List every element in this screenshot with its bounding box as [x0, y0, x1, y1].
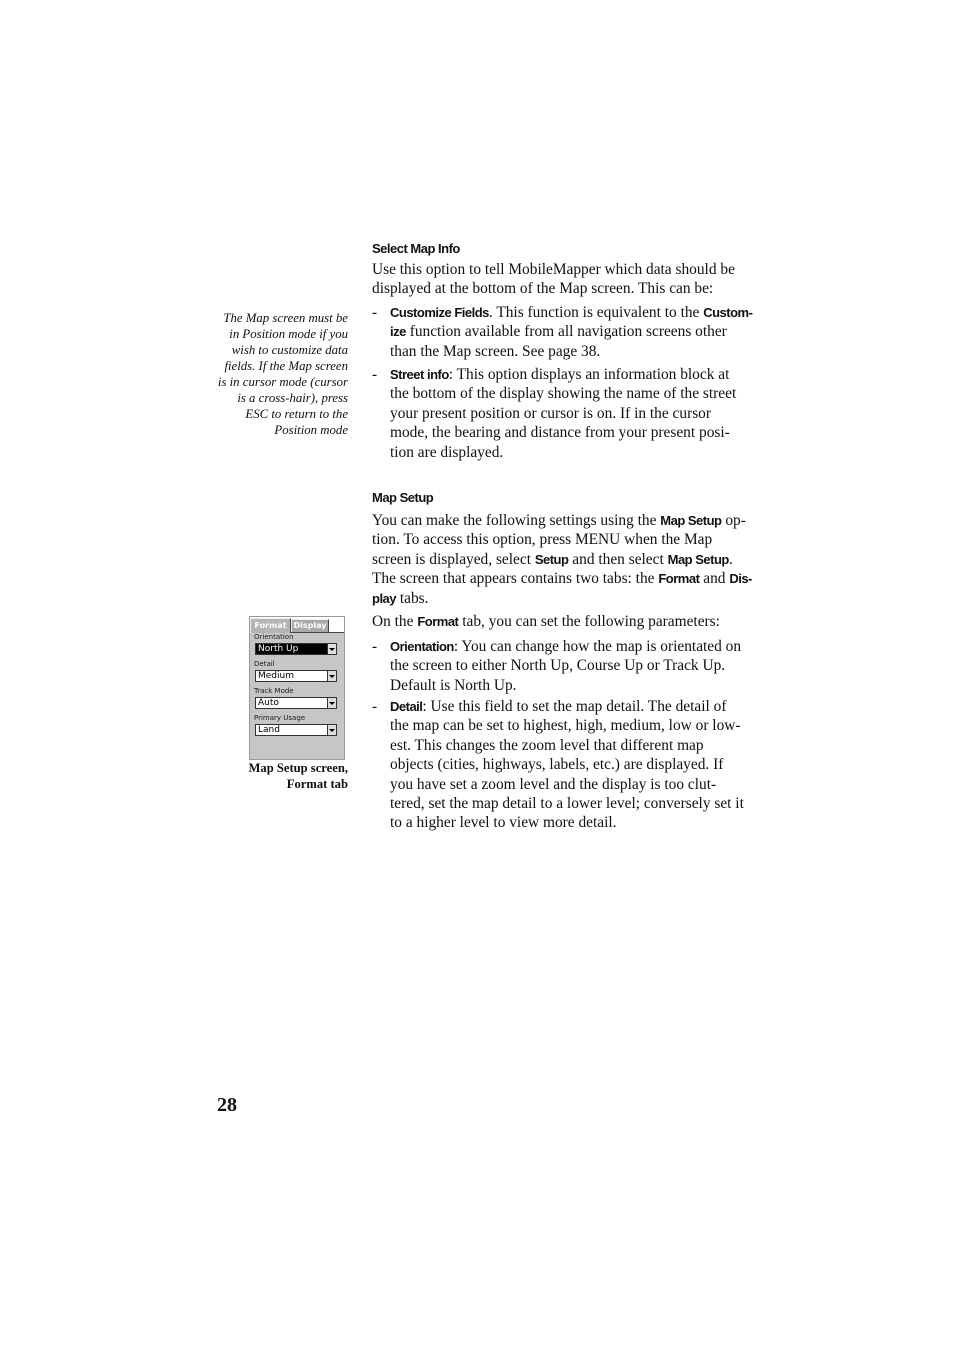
body-line: displayed at the bottom of the Map screen. This can be:: [372, 280, 714, 298]
dropdown-value: Auto: [258, 698, 279, 708]
chevron-down-icon: [329, 702, 335, 705]
body-line: [390, 697, 762, 716]
dropdown-button: [327, 698, 336, 708]
list-item-customize-fields: [372, 303, 762, 361]
body-line: you have set a zoom level and the display is too clut-: [390, 775, 717, 793]
keyword: Format: [658, 571, 700, 587]
body-line: tered, set the map detail to a lower level; conversely set it: [390, 795, 744, 813]
field-label-primary-usage: Primary Usage: [254, 714, 306, 722]
note-line: The Map screen must be: [223, 311, 348, 325]
tab-format: Format: [250, 618, 291, 633]
keyword: Detail: [390, 699, 423, 714]
body-line: Default is North Up.: [390, 676, 517, 694]
body-line: est. This changes the zoom level that different map: [390, 736, 704, 754]
chevron-down-icon: [329, 648, 335, 651]
body-text: tab, you can set the following parameters:: [458, 613, 720, 630]
body-line: [390, 322, 762, 341]
body-line: [372, 550, 762, 569]
body-line: to a higher level to view more detail.: [390, 814, 617, 832]
map-setup-intro: [372, 511, 762, 608]
list-item-orientation: [372, 637, 762, 695]
keyword: ize: [390, 324, 406, 340]
dropdown-value: Medium: [258, 671, 294, 681]
body-line: the screen to either North Up, Course Up or Track Up.: [390, 657, 726, 675]
body-line: the bottom of the display showing the name of the street: [390, 385, 737, 403]
list-item-text: [390, 365, 762, 462]
note-line: Position mode: [274, 423, 348, 437]
tab-divider: [291, 632, 344, 633]
dropdown-button: [327, 725, 336, 735]
note-line: wish to customize data: [231, 343, 348, 357]
dropdown-button: [327, 644, 336, 654]
orientation-dropdown: [255, 643, 337, 655]
track-mode-dropdown: [255, 697, 337, 709]
body-text: : You can change how the map is orientated on: [453, 638, 742, 655]
body-line: tion. To access this option, press MENU when the Map: [372, 531, 713, 549]
note-line: fields. If the Map screen: [224, 359, 348, 373]
list-item-text: [390, 697, 762, 833]
body-line: [372, 612, 762, 631]
body-line: your present position or cursor is on. If in the cursor: [390, 404, 712, 422]
field-label-detail: Detail: [254, 660, 275, 668]
section-heading-map-setup: Map Setup: [372, 490, 434, 505]
body-line: [390, 637, 762, 656]
bullet-dash: -: [372, 366, 378, 383]
body-text: The screen that appears contains two tabs: the: [372, 570, 659, 588]
keyword: Customize Fields: [390, 305, 489, 320]
bullet-dash: -: [372, 698, 378, 715]
keyword: Map Setup: [667, 551, 729, 567]
format-tab-intro: [372, 612, 762, 631]
note-line: is a cross-hair), press: [237, 391, 348, 405]
list-item-detail: [372, 697, 762, 833]
page-number: 28: [217, 1094, 237, 1116]
body-line: mode, the bearing and distance from your present posi-: [390, 424, 730, 442]
chevron-down-icon: [329, 729, 335, 732]
list-item-text: [390, 303, 762, 361]
section-heading-select-map-info: Select Map Info: [372, 241, 460, 256]
chevron-down-icon: [329, 675, 335, 678]
detail-dropdown: [255, 670, 337, 682]
dropdown-value: North Up: [258, 644, 299, 654]
body-text: .: [728, 550, 733, 568]
body-text: op-: [721, 512, 746, 529]
tab-display: Display: [291, 619, 329, 632]
body-text: : This option displays an information block at: [448, 366, 730, 383]
body-text: : Use this field to set the map detail. The detail of: [422, 698, 727, 715]
field-label-track-mode: Track Mode: [254, 687, 294, 695]
body-line: than the Map screen. See page 38.: [390, 342, 601, 360]
body-line: [372, 511, 762, 530]
dropdown-button: [327, 671, 336, 681]
body-text: On the: [372, 613, 418, 630]
body-line: [372, 589, 762, 608]
keyword: Format: [417, 614, 459, 629]
caption-line: Format tab: [286, 777, 348, 791]
body-text: tabs.: [396, 589, 429, 607]
map-setup-screenshot: [249, 616, 345, 760]
keyword: Dis-: [729, 571, 752, 587]
body-text: screen is displayed, select: [372, 550, 535, 568]
body-text: and then select: [568, 550, 668, 568]
body-line: [390, 365, 762, 384]
body-line: Use this option to tell MobileMapper which data should be: [372, 261, 735, 278]
keyword: Orientation: [390, 639, 454, 654]
list-item-text: [390, 637, 762, 695]
note-line: in Position mode if you: [229, 327, 348, 341]
field-label-orientation: Orientation: [254, 633, 294, 641]
body-line: [372, 569, 762, 588]
dropdown-value: Land: [258, 725, 280, 735]
body-line: tion are displayed.: [390, 443, 504, 461]
body-line: [390, 303, 762, 322]
note-line: is in cursor mode (cursor: [217, 375, 348, 389]
select-map-info-intro: [372, 260, 762, 299]
bullet-dash: -: [372, 638, 378, 655]
body-text: and: [699, 570, 730, 588]
figure-caption: [190, 760, 348, 792]
body-text: . This function is equivalent to the: [488, 304, 704, 321]
body-text: You can make the following settings using the: [372, 512, 661, 529]
keyword: Street info: [390, 367, 449, 382]
keyword: Custom-: [703, 305, 753, 320]
keyword: play: [372, 590, 397, 606]
caption-line: Map Setup screen,: [248, 761, 348, 775]
keyword: Setup: [534, 551, 569, 567]
keyword: Map Setup: [660, 513, 722, 528]
body-text: function available from all navigation screens other: [405, 323, 727, 341]
body-line: objects (cities, highways, labels, etc.) are displayed. If: [390, 756, 724, 774]
list-item-street-info: [372, 365, 762, 462]
note-line: ESC to return to the: [245, 407, 348, 421]
margin-note: [190, 310, 348, 438]
primary-usage-dropdown: [255, 724, 337, 736]
tab-bar: [250, 617, 344, 632]
body-line: the map can be set to highest, high, medium, low or low-: [390, 717, 741, 735]
bullet-dash: -: [372, 304, 378, 321]
